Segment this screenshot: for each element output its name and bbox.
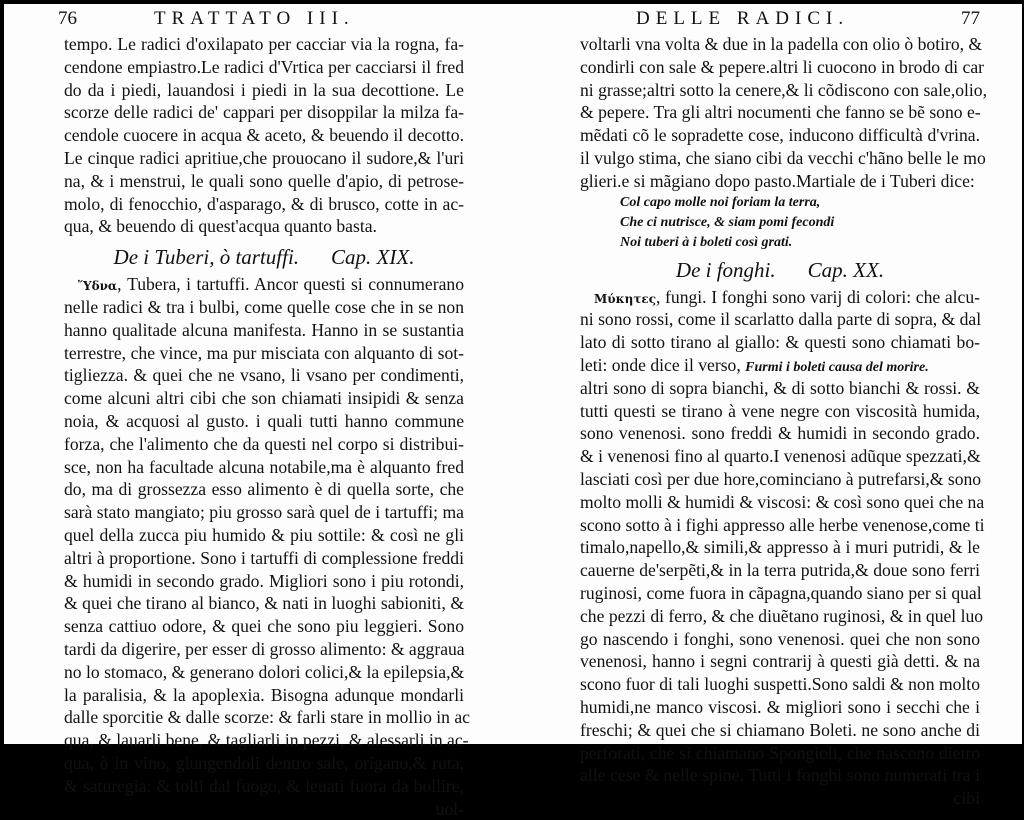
chapter-heading-xix — [64, 244, 464, 273]
text-line: & quei che tirano al bianco, & nati in luoghi sabioniti, & — [64, 592, 464, 615]
text-line: dalle sporcitie & dalle scorze: & farli stare in mollio in ac — [64, 706, 464, 729]
page-number: 77 — [961, 6, 980, 32]
left-page — [4, 4, 516, 744]
text-line: do da i piedi, lauandosi i piedi in la sua decottione. Le — [64, 79, 464, 102]
chapter-number: Cap. XIX. — [331, 245, 414, 269]
paragraph-fonghi — [580, 377, 980, 787]
text-line: hanno qualitade alcuna manifesta. Hanno in se sustantia — [64, 319, 464, 342]
book-spread — [4, 4, 1022, 744]
text-line: tigliezza. & quei che ne vsano, li vsano per condimenti, — [64, 364, 464, 387]
paragraph-roots — [64, 33, 464, 238]
text-line: molto molli & humidi & viscosi: & così sono quei che na — [580, 491, 980, 514]
text-line: la paralisia, & la apoplexia. Bisogna adunque mondarli — [64, 684, 464, 707]
text-line: quel della zucca piu humido & piu sottile: & così ne gli — [64, 524, 464, 547]
text-line: scorze delle radici de' cappari per disoppilar la milza fa- — [64, 101, 464, 124]
right-page-body — [580, 33, 980, 810]
greek-term: Ὕδνα — [78, 279, 117, 293]
text-line: terrestre, che vince, ma pur misciata con alquanto di sot- — [64, 342, 464, 365]
text-line: qua, & lauarli bene, & tagliarli in pezzi, & alessarli in ac- — [64, 729, 464, 752]
text-line: venenosi, hanno i segni contrarij à questi già detti. & na — [580, 650, 980, 673]
text-line: & i venenosi fino al quarto.I venenosi adũque spezzati,& — [580, 445, 980, 468]
text-line: qua, ò in vino, giungendoli dentro sale, origano,& ruta, — [64, 752, 464, 775]
chapter-number: Cap. XX. — [808, 258, 884, 282]
catchword: uol- — [64, 798, 464, 820]
paragraph-first-line — [580, 286, 980, 309]
text-line: voltarli vna volta & due in la padella con olio ò botiro, & — [580, 33, 980, 56]
text-line: freschi; & quei che si chiamano Boleti. ne sono anche di — [580, 719, 980, 742]
line-text: leti: onde dice il verso, — [580, 355, 741, 375]
text-line: cendole cuocere in acqua & aceto, & beuendo il decotto. — [64, 124, 464, 147]
text-line: sarà stato mangiato; piu grosso sarà quel de i tartuffi; ma — [64, 501, 464, 524]
text-line: perforati, che si chiamano Spongioli, che nascono dietro — [580, 742, 980, 765]
paragraph-fonghi-start — [580, 308, 980, 354]
line-with-quote — [580, 354, 980, 377]
text-line: lato di sotto tirano al giallo: & questi sono chiamati bo- — [580, 331, 980, 354]
text-line: go nascendo i fonghi, sono venenosi. quei che non sono — [580, 628, 980, 651]
chapter-title: De i Tuberi, ò tartuffi. — [114, 245, 300, 269]
text-line: Le cinque radici apritiue,che prouocano il sudore,& l'uri — [64, 147, 464, 170]
left-page-body — [64, 33, 464, 820]
text-line: humidi,ne manco viscosi. & migliori sono i secchi che i — [580, 696, 980, 719]
page-number: 76 — [58, 6, 77, 32]
text-line: lasciati così per due hore,cominciano à putrefarsi,& sono — [580, 468, 980, 491]
text-line: glieri.e si mãgiano dopo pasto.Martiale de i Tuberi dice: — [580, 170, 980, 193]
text-line: noia, & acquosi al gusto. i quali tutti hanno commune — [64, 410, 464, 433]
text-line: na, & i menstrui, le quali sono quelle d'apio, di petrose- — [64, 170, 464, 193]
text-line: condirli con sale & pepere.altri li cuocono in brodo di car — [580, 56, 980, 79]
text-line: scono sotto à i fighi appresso alle herbe venenose,come ti — [580, 514, 980, 537]
chapter-title: De i fonghi. — [676, 258, 776, 282]
text-line: sce, non ha facultade alcuna notabile,ma è alquanto fred — [64, 456, 464, 479]
text-line: senza cattiuo odore, & quei che sono piu leggieri. Sono — [64, 615, 464, 638]
text-line: & pepere. Tra gli altri nocumenti che fanno se bẽ sono e- — [580, 101, 980, 124]
text-line: cauerne de'serpẽti,& in la terra putrida,& doue sono ferri — [580, 559, 980, 582]
text-line: alle cese & nelle spine. Tutti i fonghi sono numerati tra i — [580, 764, 980, 787]
verse-line: Che ci nutrisce, & siam pomi fecondi — [620, 213, 980, 233]
left-page-header — [4, 6, 516, 32]
line-text: , Tubera, i tartuffi. Ancor questi si connumerano — [117, 274, 464, 294]
text-line: tutti questi se tirano à vene negre con viscosità humida, — [580, 400, 980, 423]
line-text: , fungi. I fonghi sono varij di colori: che alcu- — [656, 287, 980, 307]
chapter-heading-xx — [580, 257, 980, 286]
text-line: timalo,napello,& simili,& appresso à i muri putridi, & le — [580, 536, 980, 559]
text-line: altri à proportione. Sono i tartuffi di complessione freddi — [64, 547, 464, 570]
text-line: & humidi in secondo grado. Migliori sono i piu rotondi, — [64, 570, 464, 593]
text-line: cendone empiastro.Le radici d'Vrtica per cacciarsi il fred — [64, 56, 464, 79]
text-line: do, ma di grossezza esso alimento è di quella sorte, che — [64, 478, 464, 501]
running-title: TRATTATO III. — [154, 6, 355, 32]
running-title: DELLE RADICI. — [636, 6, 849, 32]
verse-line: Col capo molle noi foriam la terra, — [620, 193, 980, 213]
text-line: il vulgo stima, che siano cibi da vecchi c'hãno belle le mo — [580, 147, 980, 170]
verse-line: Noi tuberi à i boleti così grati. — [620, 233, 980, 253]
right-page-header — [516, 6, 1024, 32]
text-line: sono venenosi. sono freddi & humidi in secondo grado. — [580, 422, 980, 445]
text-line: nelle radici & tra i bulbi, come quelle cose che in se non — [64, 296, 464, 319]
text-line: come alcuni altri cibi che son chiamati insipidi & senza — [64, 387, 464, 410]
greek-term: Μύκητες — [594, 292, 656, 306]
text-line: ni grasse;altri sotto la cenere,& li cõdiscono con sale,olio, — [580, 79, 980, 102]
text-line: tardi da digerire, per esser di grosso alimento: & aggraua — [64, 638, 464, 661]
text-line: qua, & beuendo di quest'acqua quanto basta. — [64, 215, 464, 238]
right-page — [516, 4, 1024, 744]
text-line: ruginosi, come fuora in cãpagna,quando siano per si qual — [580, 582, 980, 605]
text-line: mẽdati cõ le sopradette cose, inducono difficultà d'vrina. — [580, 124, 980, 147]
inline-quote: Furmi i boleti causa del morire. — [745, 360, 929, 375]
text-line: altri sono di sopra bianchi, & di sotto bianchi & rossi. & — [580, 377, 980, 400]
text-line: scono fuor di tali luoghi suspetti.Sono saldi & non molto — [580, 673, 980, 696]
text-line: forza, che l'alimento che da questi nel corpo si distribui- — [64, 433, 464, 456]
text-line: molo, di fenocchio, d'asparago, & di brusco, cotte in ac- — [64, 193, 464, 216]
martial-verse — [580, 193, 980, 253]
text-line: tempo. Le radici d'oxilapato per cacciar via la rogna, fa- — [64, 33, 464, 56]
catchword: cibi — [580, 787, 980, 810]
text-line: che pezzi di ferro, & che diuẽtano ruginosi, & in quel luo — [580, 605, 980, 628]
text-line: ni sono rossi, come il scarlatto dalla parte di sopra, & dal — [580, 308, 980, 331]
text-line: & saturegia: & tolti dal fuogo, & leuati fuora da bollire, — [64, 775, 464, 798]
paragraph-first-line — [64, 273, 464, 296]
text-line: no lo stomaco, & generano dolori colici,& la epilepsia,& — [64, 661, 464, 684]
paragraph-cooking — [580, 33, 980, 193]
paragraph-tuberi — [64, 296, 464, 798]
